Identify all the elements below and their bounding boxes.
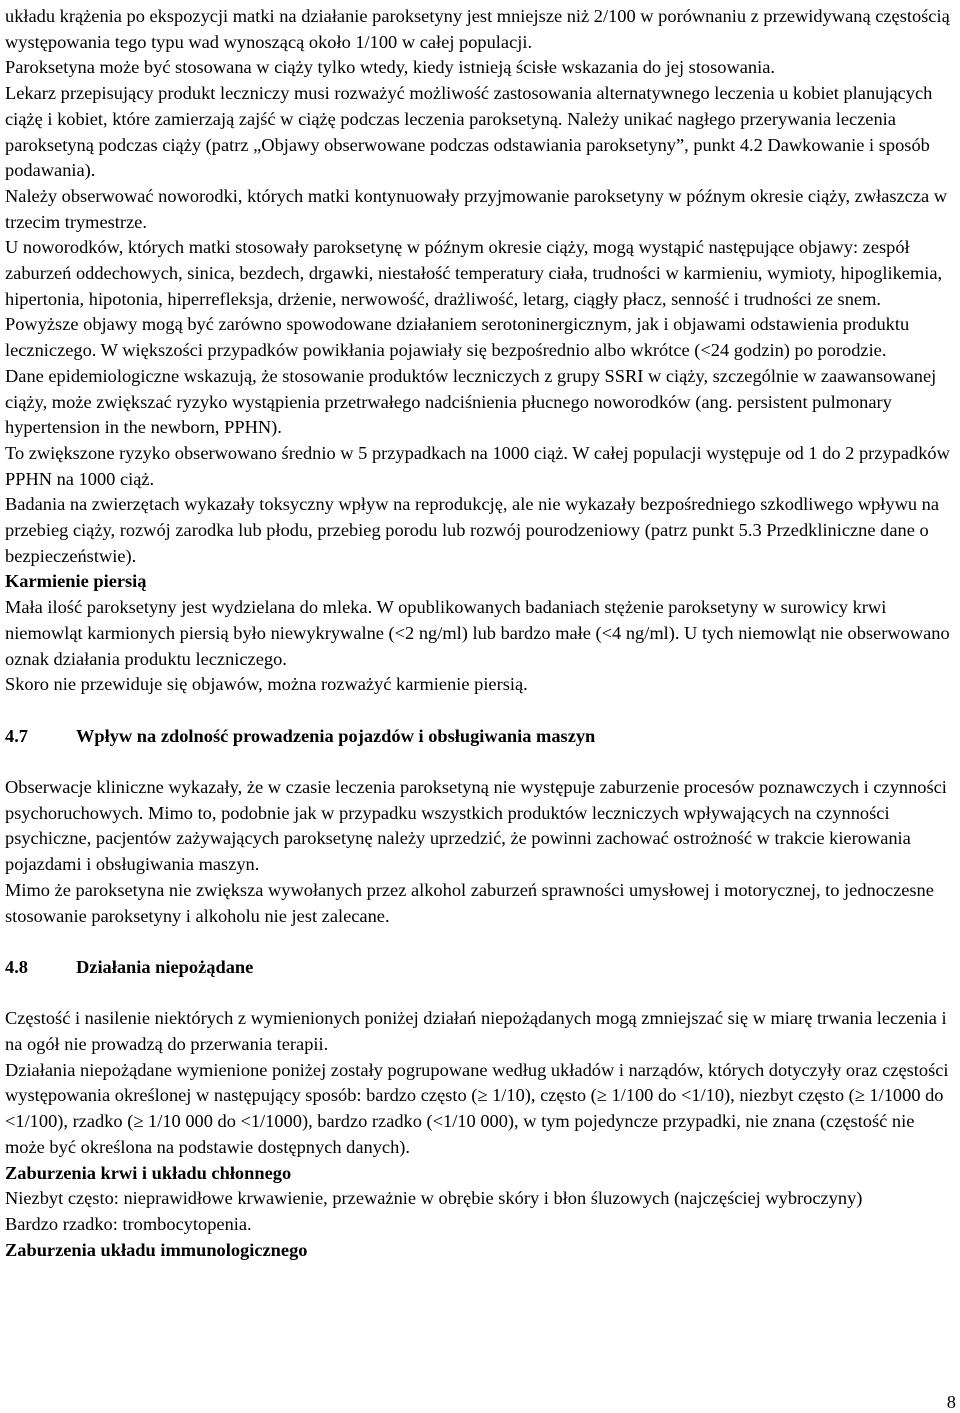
blood-disorders-paragraph-1: Niezbyt często: nieprawidłowe krwawienie, przeważnie w obrębie skóry i błon śluzowych (najczęściej wybroczyny): [5, 1188, 863, 1209]
section-4-8-number: 4.8: [5, 956, 28, 977]
breastfeeding-paragraph-2: Skoro nie przewiduje się objawów, można rozważyć karmienie piersią.: [5, 674, 528, 695]
pregnancy-paragraph-7: To zwiększone ryzyko obserwowano średnio w 5 przypadkach na 1000 ciąż. W całej populacji występuje od 1 do 2 przypadków PPHN na 1000 ciąż.: [5, 442, 950, 489]
pregnancy-paragraph-5: U noworodków, których matki stosowały paroksetynę w późnym okresie ciąży, mogą wystąpić następujące objawy: zespół zaburzeń oddechowych, sinica, bezdech, drgawki, niestałość temperatury ciała, trudności w karmieniu, wymioty, hipoglikemia, hipertonia, hipotonia, hiperrefleksja, drżenie, nerwowość, drażliwość, letarg, ciągły płacz, senność i trudności ze snem. Powyższe objawy mogą być zarówno spowodowane działaniem serotoninergicznym, jak i objawami odstawienia produktu leczniczego. W większości przypadków powikłania pojawiały się bezpośrednio albo wkrótce (<24 godzin) po porodzie.: [5, 237, 943, 361]
pregnancy-paragraph-2: Paroksetyna może być stosowana w ciąży tylko wtedy, kiedy istnieją ścisłe wskazania do jej stosowania.: [5, 57, 775, 78]
section-4-7-number: 4.7: [5, 725, 28, 746]
section-4-7-paragraph-1: Obserwacje kliniczne wykazały, że w czasie leczenia paroksetyną nie występuje zaburzenie procesów poznawczych i czynności psychoruchowych. Mimo to, podobnie jak w przypadku wszystkich produktów leczniczych wpływających na czynności psychiczne, pacjentów zażywających paroksetynę należy uprzedzić, że powinni zachować ostrożność w trakcie kierowania pojazdami i obsługiwania maszyn.: [5, 777, 947, 875]
blood-disorders-paragraph-2: Bardzo rzadko: trombocytopenia.: [5, 1213, 252, 1234]
breastfeeding-paragraph-1: Mała ilość paroksetyny jest wydzielana do mleka. W opublikowanych badaniach stężenie paroksetyny w surowicy krwi niemowląt karmionych piersią było niewykrywalne (<2 ng/ml) lub bardzo małe (<4 ng/ml). U tych niemowląt nie obserwowano oznak działania produktu leczniczego.: [5, 597, 950, 669]
page-number: 8: [946, 1392, 956, 1412]
immune-disorders-heading: Zaburzenia układu immunologicznego: [5, 1239, 308, 1260]
pregnancy-paragraph-6: Dane epidemiologiczne wskazują, że stosowanie produktów leczniczych z grupy SSRI w ciąży, szczególnie w zaawansowanej ciąży, może zwiększać ryzyko wystąpienia przetrwałego nadciśnienia płucnego noworodków (ang. persistent pulmonary hypertension in the newborn, PPHN).: [5, 365, 937, 438]
section-4-8-paragraph-2: Działania niepożądane wymienione poniżej zostały pogrupowane według układów i narządów, których dotyczyły oraz częstości występowania określonej w następujący sposób: bardzo często (≥ 1/10), często (≥ 1/100 do <1/10), niezbyt często (≥ 1/1000 do <1/100), rzadko (≥ 1/10 000 do <1/1000), bardzo rzadko (<1/10 000), w tym pojedyncze przypadki, nie znana (częstość nie może być określona na podstawie dostępnych danych).: [5, 1059, 949, 1157]
section-4-7-heading: [5, 724, 957, 750]
blood-disorders-heading: Zaburzenia krwi i układu chłonnego: [5, 1162, 292, 1183]
pregnancy-paragraph-8: Badania na zwierzętach wykazały toksyczny wpływ na reprodukcję, ale nie wykazały bezpośredniego szkodliwego wpływu na przebieg ciąży, rozwój zarodka lub płodu, przebieg porodu lub rozwój pourodzeniowy (patrz punkt 5.3 Przedkliniczne dane o bezpieczeństwie).: [5, 494, 939, 566]
section-4-7-paragraph-2: Mimo że paroksetyna nie zwiększa wywołanych przez alkohol zaburzeń sprawności umysłowej i motorycznej, to jednoczesne stosowanie paroksetyny i alkoholu nie jest zalecane.: [5, 879, 934, 926]
pregnancy-paragraph-4: Należy obserwować noworodki, których matki kontynuowały przyjmowanie paroksetyny w późnym okresie ciąży, zwłaszcza w trzecim trymestrze.: [5, 185, 948, 232]
section-4-7-title: Wpływ na zdolność prowadzenia pojazdów i obsługiwania maszyn: [76, 725, 596, 746]
document-page: [5, 4, 957, 1263]
breastfeeding-heading: Karmienie piersią: [5, 571, 147, 592]
section-4-8-heading: [5, 955, 957, 981]
pregnancy-paragraph-3: Lekarz przepisujący produkt leczniczy musi rozważyć możliwość zastosowania alternatywnego leczenia u kobiet planujących ciążę i kobiet, które zamierzają zajść w ciążę podczas leczenia paroksetyną. Należy unikać nagłego przerywania leczenia paroksetyną podczas ciąży (patrz „Objawy obserwowane podczas odstawiania paroksetyny”, punkt 4.2 Dawkowanie i sposób podawania).: [5, 83, 933, 181]
section-4-8-title: Działania niepożądane: [76, 956, 254, 977]
section-4-8-paragraph-1: Częstość i nasilenie niektórych z wymienionych poniżej działań niepożądanych mogą zmniejszać się w miarę trwania leczenia i na ogół nie prowadzą do przerwania terapii.: [5, 1008, 947, 1055]
pregnancy-paragraph-1: układu krążenia po ekspozycji matki na działanie paroksetyny jest mniejsze niż 2/100 w porównaniu z przewidywaną częstością występowania tego typu wad wynoszącą około 1/100 w całej populacji.: [5, 6, 950, 52]
